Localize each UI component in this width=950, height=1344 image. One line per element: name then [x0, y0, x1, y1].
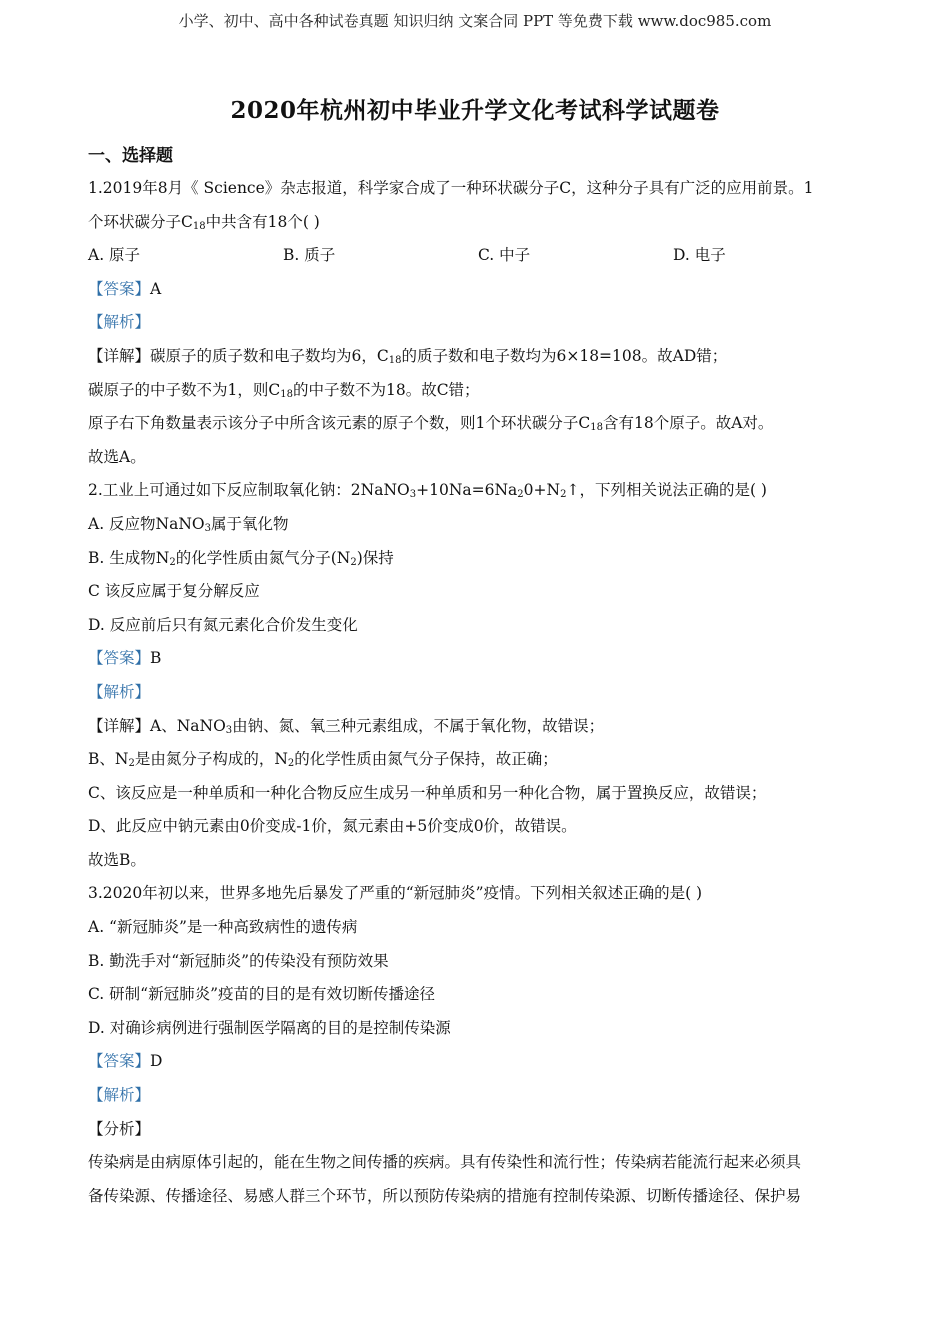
q1-options	[88, 239, 868, 273]
q1-detail-2: 碳原子的中子数不为1，则$C_{18}$的中子数不为18。故C错；	[88, 380, 480, 400]
q3-option-d: D. 对确诊病例进行强制医学隔离的目的是控制传染源	[88, 1018, 451, 1037]
page-title: 2020年杭州初中毕业升学文化考试科学试题卷	[230, 97, 720, 124]
q1-option-c: C. 中子	[478, 246, 531, 265]
q2-detail-1: 【详解】A、NaNO$_3$由钠、氮、氧三种元素组成，不属于氧化物，故错误；	[88, 716, 605, 736]
q1-stem-line2: 个环状碳分子$C_{18}$中共含有18个( )	[88, 212, 320, 232]
q1-stem-line1: 1.2019年8月《 Science》杂志报道，科学家合成了一种环状碳分子C，这种分子具有广泛的应用前景。1	[88, 179, 814, 197]
q2-option-b: B. 生成物$N_2$的化学性质由氮气分子$(N_2)$保持	[88, 548, 394, 568]
q3-analysis-heading: 【解析】	[88, 1086, 151, 1105]
q3-option-a: A. “新冠肺炎”是一种高致病性的遗传病	[88, 918, 358, 937]
q1-analysis-heading: 【解析】	[88, 313, 151, 332]
q2-stem: 2.工业上可通过如下反应制取氧化钠：$2NaNO_3+10Na=6Na_20+N_2↑$，下列相关说法正确的是( )	[88, 481, 767, 501]
q2-detail-4: D、此反应中钠元素由0价变成-1价，氮元素由+5价变成0价，故错误。	[88, 817, 577, 836]
q1-option-a: A. 原子	[88, 246, 141, 265]
q2-conclusion: 故选B。	[88, 850, 146, 869]
q2-detail-3: C、该反应是一种单质和一种化合物反应生成另一种单质和另一种化合物，属于置换反应，故错误；	[88, 783, 767, 802]
q3-stem: 3.2020年初以来，世界多地先后暴发了严重的“新冠肺炎”疫情。下列相关叙述正确的是( )	[88, 884, 703, 903]
q3-paragraph-2: 备传染源、传播途径、易感人群三个环节，所以预防传染病的措施有控制传染源、切断传播途径、保护易	[88, 1186, 802, 1205]
q1-detail-1: 【详解】碳原子的质子数和电子数均为6，$C_{18}$的质子数和电子数均为6×18=108。故AD错；	[88, 346, 728, 366]
q2-analysis-heading: 【解析】	[88, 682, 151, 701]
q1-detail-3: 原子右下角数量表示该分子中所含该元素的原子个数，则1个环状碳分子$C_{18}$含有18个原子。故A对。	[88, 414, 774, 434]
page-header: 小学、初中、高中各种试卷真题 知识归纳 文案合同 PPT 等免费下载 www.doc985.com	[178, 12, 772, 30]
q1-conclusion: 故选A。	[88, 447, 146, 466]
section-heading: 一、选择题	[88, 146, 173, 166]
q1-answer: 【答案】A	[88, 279, 162, 298]
q2-detail-2: B、$N_2$是由氮分子构成的，$N_2$的化学性质由氮气分子保持，故正确；	[88, 750, 558, 770]
q1-option-d: D. 电子	[673, 246, 726, 265]
document-body	[88, 140, 868, 1213]
q1-option-b: B. 质子	[283, 246, 336, 265]
q3-paragraph-1: 传染病是由病原体引起的，能在生物之间传播的疾病。具有传染性和流行性；传染病若能流行起来必须具	[88, 1153, 802, 1172]
q2-option-c: C 该反应属于复分解反应	[88, 582, 260, 601]
q3-answer: 【答案】D	[88, 1052, 163, 1071]
q2-option-d: D. 反应前后只有氮元素化合价发生变化	[88, 615, 358, 634]
q3-fenxi-heading: 【分析】	[88, 1119, 151, 1138]
q2-option-a: A. 反应物NaNO$_3$属于氧化物	[88, 514, 289, 534]
q2-answer: 【答案】B	[88, 649, 162, 668]
q3-option-b: B. 勤洗手对“新冠肺炎”的传染没有预防效果	[88, 951, 389, 970]
q3-option-c: C. 研制“新冠肺炎”疫苗的目的是有效切断传播途径	[88, 985, 436, 1004]
